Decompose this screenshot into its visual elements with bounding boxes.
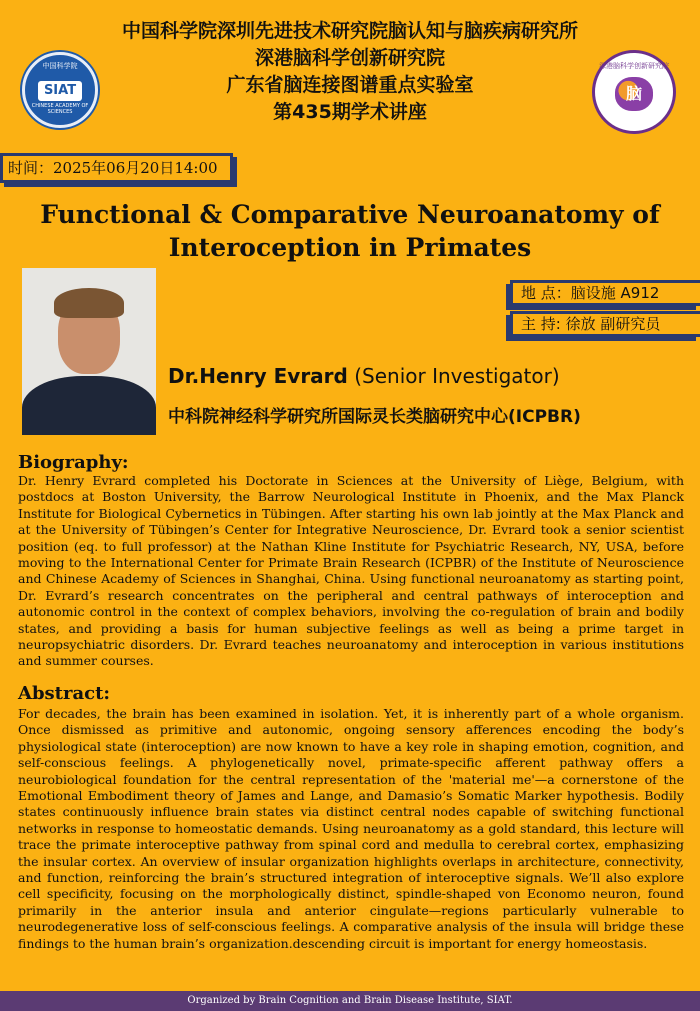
speaker-line bbox=[168, 364, 560, 388]
biography-text: Dr. Henry Evrard completed his Doctorate in Sciences at the University of Liège, Belgium, with postdocs at Boston University, the Barrow Neurological Institute in Phoenix, and the Max Planck Institute for Biological Cybernetics in Tübingen. After starting his own lab jointly at the Max Planck and at the University of Tübingen’s Center for Integrative Neuroscience, Dr. Evrard took a senior scientist position (eq. to full professor) at the Nathan Kline Institute for Psychiatric Research, NY, USA, before moving to the International Center for Primate Brain Research (ICPBR) of the Institute of Neuroscience and Chinese Academy of Sciences in Shanghai, China. Using functional neuroanatomy as starting point, Dr. Evrard’s research concentrates on the peripheral and central pathways of interoception and autonomic control in the context of complex behaviors, involving the co-regulation of brain and bodily states, and providing a basis for human subjective feelings as well as being a prime target in neuropsychiatric disorders. Dr. Evrard teaches neuroanatomy and interoception in various institutions and summer courses. bbox=[18, 473, 684, 669]
lecture-title-line-2: Interoception in Primates bbox=[168, 233, 532, 262]
speaker-photo-hair bbox=[54, 288, 124, 318]
time-box: 时间：2025年06月20日14:00 bbox=[0, 153, 233, 183]
footer: Organized by Brain Cognition and Brain Disease Institute, SIAT. bbox=[0, 991, 700, 1011]
biography-heading: Biography: bbox=[18, 452, 129, 473]
brain-institute-logo-ring-text: 深港脑科学创新研究院 bbox=[599, 62, 669, 70]
brain-institute-logo bbox=[592, 50, 676, 134]
abstract-heading: Abstract: bbox=[18, 683, 111, 704]
speaker-photo-body bbox=[22, 376, 156, 435]
lecture-title-line-1: Functional & Comparative Neuroanatomy of bbox=[40, 200, 660, 229]
header-line-3: 广东省脑连接图谱重点实验室 bbox=[226, 74, 474, 96]
header-block bbox=[110, 18, 590, 126]
lecture-title bbox=[20, 198, 680, 264]
siat-logo-name: SIAT bbox=[38, 81, 82, 101]
siat-logo-ring-text: 中国科学院 bbox=[42, 62, 78, 70]
siat-logo-sub: CHINESE ACADEMY OF SCIENCES bbox=[31, 103, 89, 115]
header-line-1: 中国科学院深圳先进技术研究院脑认知与脑疾病研究所 bbox=[121, 20, 578, 42]
speaker-role: (Senior Investigator) bbox=[354, 364, 560, 388]
header-line-4: 第435期学术讲座 bbox=[273, 101, 427, 123]
header-line-2: 深港脑科学创新研究院 bbox=[254, 47, 445, 69]
brain-institute-logo-mark: 脑 bbox=[615, 77, 653, 111]
abstract-text: For decades, the brain has been examined in isolation. Yet, it is inherently part of a whole organism. Once dismissed as primitive and autonomic, ongoing sensory afferences encoding the body’s physiological state (interoception) are now known to have a key role in shaping emotion, cognition, and self-conscious feelings. A phylogenetically novel, primate-specific afferent pathway offers a neurobiological foundation for the central representation of the 'material me'—a cornerstone of the Emotional Embodiment theory of James and Lange, and Damasio’s Somatic Marker hypothesis. Bodily states continuously influence brain states via distinct central nodes capable of switching functional networks in response to homeostatic demands. Using neuroanatomy as a gold standard, this lecture will trace the primate interoceptive pathway from spinal cord and medulla to cerebral cortex, emphasizing the insular cortex. An overview of insular organization highlights overlaps in architecture, connectivity, and function, reinforcing the brain’s structured integration of interoceptive signals. We’ll also explore cell specificity, focusing on the morphologically distinct, spindle-shaped von Economo neuron, found primarily in the anterior insula and anterior cingulate—regions particularly vulnerable to neurodegenerative loss of self-conscious feelings. A comparative analysis of the insula will bridge these findings to the human brain’s organization.descending circuit is important for energy homeostasis. bbox=[18, 706, 684, 951]
location-box: 地 点：脑设施 A912 bbox=[510, 280, 700, 306]
siat-logo bbox=[22, 52, 98, 128]
host-box: 主 持: 徐放 副研究员 bbox=[510, 311, 700, 337]
speaker-affiliation: 中科院神经科学研究所国际灵长类脑研究中心(ICPBR) bbox=[168, 407, 581, 427]
speaker-name: Dr.Henry Evrard bbox=[168, 364, 348, 388]
speaker-photo bbox=[22, 268, 156, 435]
